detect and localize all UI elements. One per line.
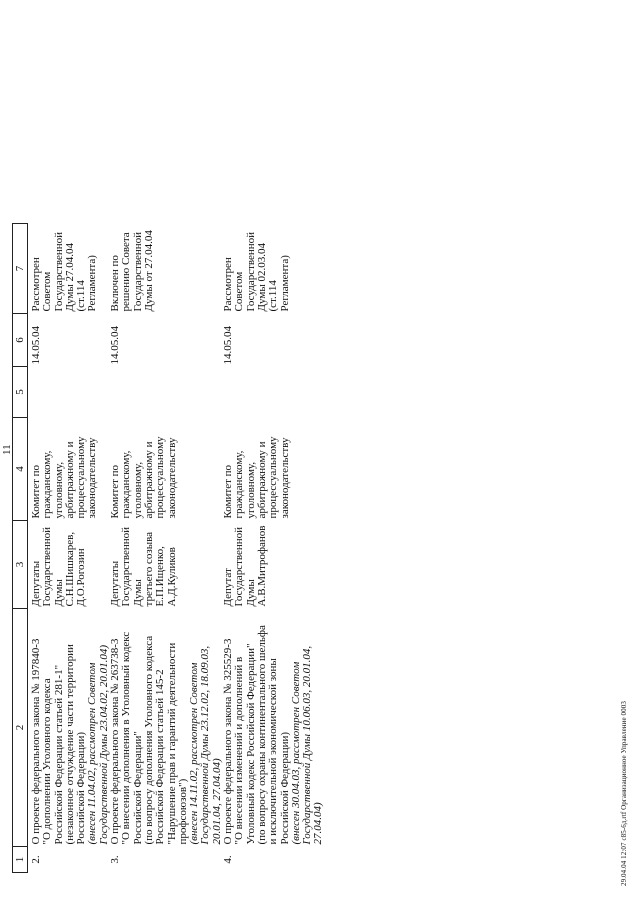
committee-line: законодательству: [165, 437, 178, 519]
row-number: 4.: [222, 855, 235, 864]
remark-line: Рассмотрен Советом: [30, 257, 54, 312]
table-row: [110, 224, 223, 873]
table-row: [223, 224, 325, 873]
committee-line: Комитет по: [30, 464, 42, 519]
authors-line: А.Д.Куликов: [165, 547, 178, 607]
committee-line: процессуальному: [267, 436, 280, 519]
committee-line: Комитет по: [222, 464, 235, 519]
bill-title-line: и исключительной экономической зоны: [267, 658, 280, 845]
committee-line: процессуальному: [75, 436, 88, 519]
bill-history-line: Государственной Думы 23.12.02, 18.09.03,: [199, 645, 212, 845]
bill-title-line: О проекте федерального закона № 325529-3: [222, 638, 235, 845]
column-5-cell: [223, 367, 325, 418]
authors-line: Государственной: [233, 526, 246, 607]
bill-title-line: "О внесении дополнения в Уголовный кодекс: [120, 631, 133, 845]
authors-line: Е.П.Ищенко,: [154, 546, 167, 607]
remark-line: Государственной: [52, 231, 65, 312]
authors-line: А.В.Митрофанов: [255, 525, 268, 607]
committee-line: гражданскому,: [41, 450, 54, 519]
remark-cell: [110, 224, 223, 314]
remark-line: Думы 02.03.04: [255, 243, 268, 312]
remark-line: Думы от 27.04.04: [142, 230, 155, 312]
bill-history-line: (внесен 30.04.03, рассмотрен Советом: [289, 661, 302, 845]
bill-title-line: Российской Федерации статьей 281-1": [52, 664, 65, 845]
bill-title-line: профсоюзов"): [176, 778, 189, 845]
bill-title-line: Уголовный кодекс Российской Федерации": [244, 643, 257, 845]
column-header: 3: [13, 521, 28, 609]
bill-title-line: О проекте федерального закона № 197840-3: [30, 638, 42, 845]
bill-title-line: "О внесении изменений и дополнений в: [233, 656, 246, 845]
committee-line: уголовному,: [52, 461, 65, 519]
committee-cell: [28, 418, 111, 521]
committee-line: законодательству: [278, 437, 291, 519]
authors-line: Думы: [52, 579, 65, 607]
row-number: 3.: [109, 855, 122, 864]
remark-line: Рассмотрен Советом: [222, 257, 246, 312]
footer-note: 29.04.04 12:07 с85-6д.rtf Организационное Управление 0003: [620, 701, 628, 886]
authors-line: третьего созыва: [142, 531, 155, 607]
bill-title-line: Российской Федерации": [131, 731, 144, 845]
bill-title-line: "Нарушение прав и гарантий деятельности: [165, 642, 178, 845]
committee-line: уголовному,: [131, 461, 144, 519]
authors-line: Д.О.Рогозин: [75, 548, 88, 607]
committee-line: арбитражному и: [255, 441, 268, 519]
remark-line: (ст.114 Регламента): [75, 255, 99, 312]
date-cell: 14.05.04: [109, 326, 122, 365]
bill-title-cell: [28, 609, 111, 847]
authors-line: Государственной: [120, 526, 133, 607]
bill-title-line: Российской Федерации): [75, 731, 88, 845]
authors-line: Депутат: [222, 568, 235, 607]
bill-history-line: Государственной Думы 10.06.03, 20.01.04,: [301, 645, 314, 845]
committee-line: гражданскому,: [120, 450, 133, 519]
remark-line: (ст.114 Регламента): [267, 255, 291, 312]
date-cell: 14.05.04: [30, 326, 42, 365]
bill-history-line: (внесен 14.11.02, рассмотрен Советом: [188, 662, 201, 845]
committee-line: законодательству: [86, 437, 99, 519]
remark-line: Включен по: [109, 255, 122, 312]
bills-table: [12, 223, 325, 873]
bill-title-line: (по вопросу дополнения Уголовного кодекса: [142, 635, 155, 845]
remark-line: Государственной: [131, 231, 144, 312]
bill-history-line: 20.01.04, 27.04.04): [210, 758, 223, 845]
bill-title-cell: [110, 609, 223, 847]
column-header: 1: [13, 847, 28, 873]
column-5-cell: [28, 367, 111, 418]
remark-line: Государственной: [244, 231, 257, 312]
bill-title-line: Российской Федерации): [278, 731, 291, 845]
bill-title-line: (по вопросу охраны континентального шельфа: [255, 625, 268, 845]
column-header: 7: [13, 224, 28, 314]
authors-line: Государственной: [41, 526, 54, 607]
table-row: [28, 224, 111, 873]
bill-title-line: Российской Федерации статьей 145-2: [154, 669, 167, 845]
authors-line: Депутаты: [30, 560, 42, 607]
bill-history-line: (внесен 11.04.02, рассмотрен Советом: [86, 662, 99, 845]
remark-line: Думы 27.04.04: [63, 243, 76, 312]
committee-line: гражданскому,: [233, 450, 246, 519]
table-body: [28, 224, 325, 873]
bill-title-line: О проекте федерального закона № 263738-3: [109, 638, 122, 845]
bill-title-line: "О дополнении Уголовного кодекса: [41, 678, 54, 845]
committee-line: арбитражному и: [63, 441, 76, 519]
column-header: 4: [13, 418, 28, 521]
bill-title-line: (незаконное отчуждение части территории: [63, 644, 76, 845]
column-header: 6: [13, 314, 28, 367]
column-header: 2: [13, 609, 28, 847]
page-number: 11: [1, 444, 13, 455]
date-cell: 14.05.04: [222, 326, 235, 365]
authors-cell: [223, 521, 325, 609]
committee-cell: [223, 418, 325, 521]
authors-line: Думы: [131, 579, 144, 607]
column-5-cell: [110, 367, 223, 418]
remark-cell: [28, 224, 111, 314]
remark-line: решению Совета: [120, 232, 133, 312]
row-number: 2.: [30, 855, 42, 864]
column-header: 5: [13, 367, 28, 418]
bill-history-line: 27.04.04): [312, 802, 325, 845]
authors-line: Депутаты: [109, 560, 122, 607]
authors-cell: [110, 521, 223, 609]
authors-line: С.Н.Шишкарев,: [63, 531, 76, 607]
committee-line: процессуальному: [154, 436, 167, 519]
authors-line: Думы: [244, 579, 257, 607]
column-number-row: [13, 224, 28, 873]
committee-cell: [110, 418, 223, 521]
committee-line: Комитет по: [109, 464, 122, 519]
bill-title-cell: [223, 609, 325, 847]
authors-cell: [28, 521, 111, 609]
committee-line: уголовному,: [244, 461, 257, 519]
remark-cell: [223, 224, 325, 314]
committee-line: арбитражному и: [142, 441, 155, 519]
bill-history-line: Государственной Думы 23.04.02, 20.01.04): [97, 644, 110, 845]
